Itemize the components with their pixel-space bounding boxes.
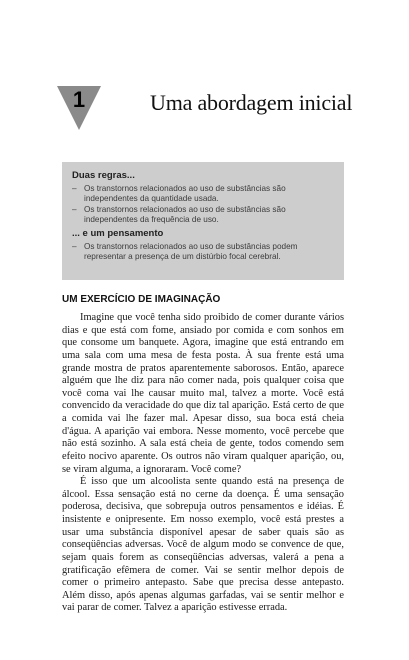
thought-item [72,242,334,263]
body-text [62,312,344,615]
rules-box [62,162,344,280]
rule-text: Os transtornos relacionados ao uso de substâncias são independentes da frequência de uso. [84,204,286,224]
rule-item [72,184,334,205]
rules-heading: Duas regras... [72,170,135,181]
dash-bullet: – [72,204,77,214]
paragraph: É isso que um alcoolista sente quando está na presença de álcool. Essa sensação está no cerne da doença. É uma sensação poderosa, decisiva, que sobrepuja outros pensamentos e idéias. É insistente e onipresente. Em nosso exemplo, você está prestes a usar uma substância disponível apesar de saber quais são as conseqüências adversas. Você de algum modo se convence de que, sejam quais forem as conseqüências adversas, valerá a pena a gratificação efêmera de comer. Vai se sentir melhor depois de comer o primeiro antepasto. Sabe que precisa desse antepasto. Além disso, após apenas algumas garfadas, vai se sentir melhor e vai parar de comer. Talvez a aparição estivesse errada. [62,476,344,614]
rule-text: Os transtornos relacionados ao uso de substâncias são independentes da quantidade usada. [84,184,286,204]
dash-bullet: – [72,184,77,193]
thought-heading: ... e um pensamento [72,228,164,240]
section-heading: UM EXERCÍCIO DE IMAGINAÇÃO [62,294,221,305]
thought-text: Os transtornos relacionados ao uso de substâncias podem representar a presença de um distúrbio focal cerebral. [84,242,298,262]
rule-item [72,205,334,226]
chapter-number: 1 [72,87,86,112]
paragraph: Imagine que você tenha sido proibido de comer durante vários dias e que está com fome, ansiado por comida e com sonhos em que consome um banquete. Agora, imagine que está entrando em uma sala com uma mesa de festa posta. À sua frente está uma grande mostra de pratos aparentemente saborosos. Então, aparece alguém que lhe diz para não comer nada, pois qualquer coisa que você coma vai lhe causar muito mal, talvez a morte. Você está convencido da veracidade do que diz tal aparição. Está certo de que a comida vai lhe fazer mal. Apesar disso, sua boca está cheia d'água. A aparição vai embora. Nesse momento, você percebe que não está sozinho. A sala está cheia de gente, todos comendo sem efeito nocivo aparente. Os outros não viram qualquer aparição, ou, se viram alguma, a ignoraram. Você come? [62,312,344,475]
dash-bullet: – [72,242,77,252]
chapter-title: Uma abordagem inicial [150,90,353,115]
